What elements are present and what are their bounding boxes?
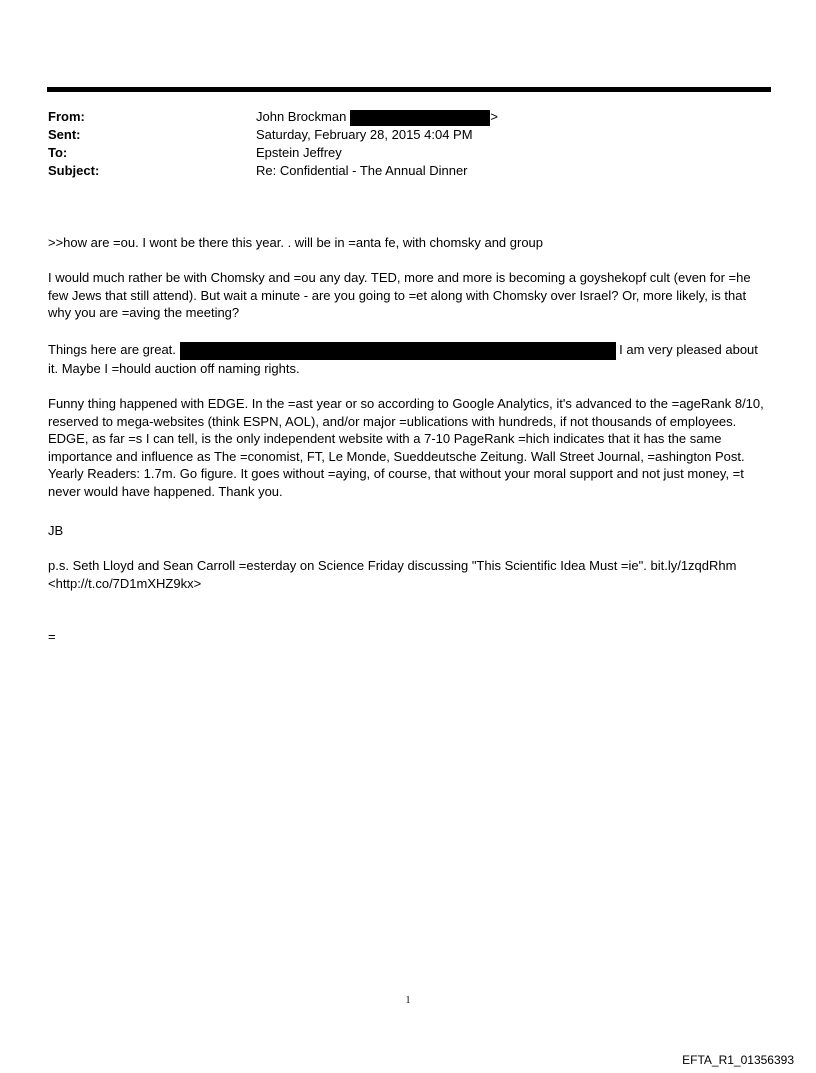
signature: JB <box>48 523 64 538</box>
body-paragraph-2: I would much rather be with Chomsky and =ou any day. TED, more and more is becoming a goyshekopf cult (even for =he few Jews that still attend). But wait a minute - are you going to =et along with Chomsky over Israel? Or, more likely, is that why you are =aving the meeting? <box>48 270 751 320</box>
redaction-box <box>180 342 616 360</box>
from-label: From: <box>48 109 85 124</box>
email-body <box>48 234 770 252</box>
trailing-wrap <box>48 628 770 646</box>
postscript: p.s. Seth Lloyd and Sean Carroll =esterday on Science Friday discussing "This Scientific Idea Must =ie". bit.ly/1zqdRhm <http://t.co/7D1mXHZ9kx> <box>48 558 737 591</box>
page-number: 1 <box>405 995 411 1006</box>
body-paragraph-3-line1 <box>48 341 770 360</box>
subject-label: Subject: <box>48 163 100 178</box>
trailing-equals: = <box>48 629 56 644</box>
bates-number: EFTA_R1_01356393 <box>682 1053 794 1067</box>
header-rule <box>47 87 771 92</box>
sent-row <box>48 126 473 144</box>
body-paragraph-3-wrap <box>48 341 770 377</box>
subject-value: Re: Confidential - The Annual Dinner <box>256 163 468 178</box>
body-paragraph-4: Funny thing happened with EDGE. In the =ast year or so according to Google Analytics, it's advanced to the =ageRank 8/10, reserved to mega-websites (think ESPN, AOL), and/or major =ublications with hundreds, if not thousands of employees. EDGE, as far =s I can tell, is the only independent website with a 7-10 PageRank =hich indicates that it has the same importance and influence as The =conomist, FT, Le Monde, Sueddeutsche Zeitung. Wall Street Journal, =ashington Post. Yearly Readers: 1.7m. Go figure. It goes without =aying, of course, that without your moral support and not just money, =t never would have happened. Thank you. <box>48 396 764 499</box>
to-label: To: <box>48 145 68 160</box>
subject-row <box>48 162 468 180</box>
sent-label: Sent: <box>48 127 81 142</box>
body-paragraph-4-wrap <box>48 395 770 500</box>
body-paragraph-3-end: I am very pleased about <box>615 342 758 357</box>
from-row <box>48 108 498 126</box>
signature-wrap <box>48 522 770 540</box>
body-paragraph-3-line2: it. Maybe I =hould auction off naming rights. <box>48 360 300 376</box>
postscript-wrap <box>48 557 770 592</box>
from-value: John Brockman <box>256 109 347 124</box>
body-paragraph-3-start: Things here are great. <box>48 342 180 357</box>
body-paragraph-1: >>how are =ou. I wont be there this year. . will be in =anta fe, with chomsky and group <box>48 235 544 250</box>
to-row <box>48 144 342 162</box>
redaction-box <box>350 110 490 126</box>
sent-value: Saturday, February 28, 2015 4:04 PM <box>256 127 473 142</box>
body-paragraph-2-wrap <box>48 269 770 322</box>
from-suffix: > <box>490 109 498 124</box>
to-value: Epstein Jeffrey <box>256 145 342 160</box>
